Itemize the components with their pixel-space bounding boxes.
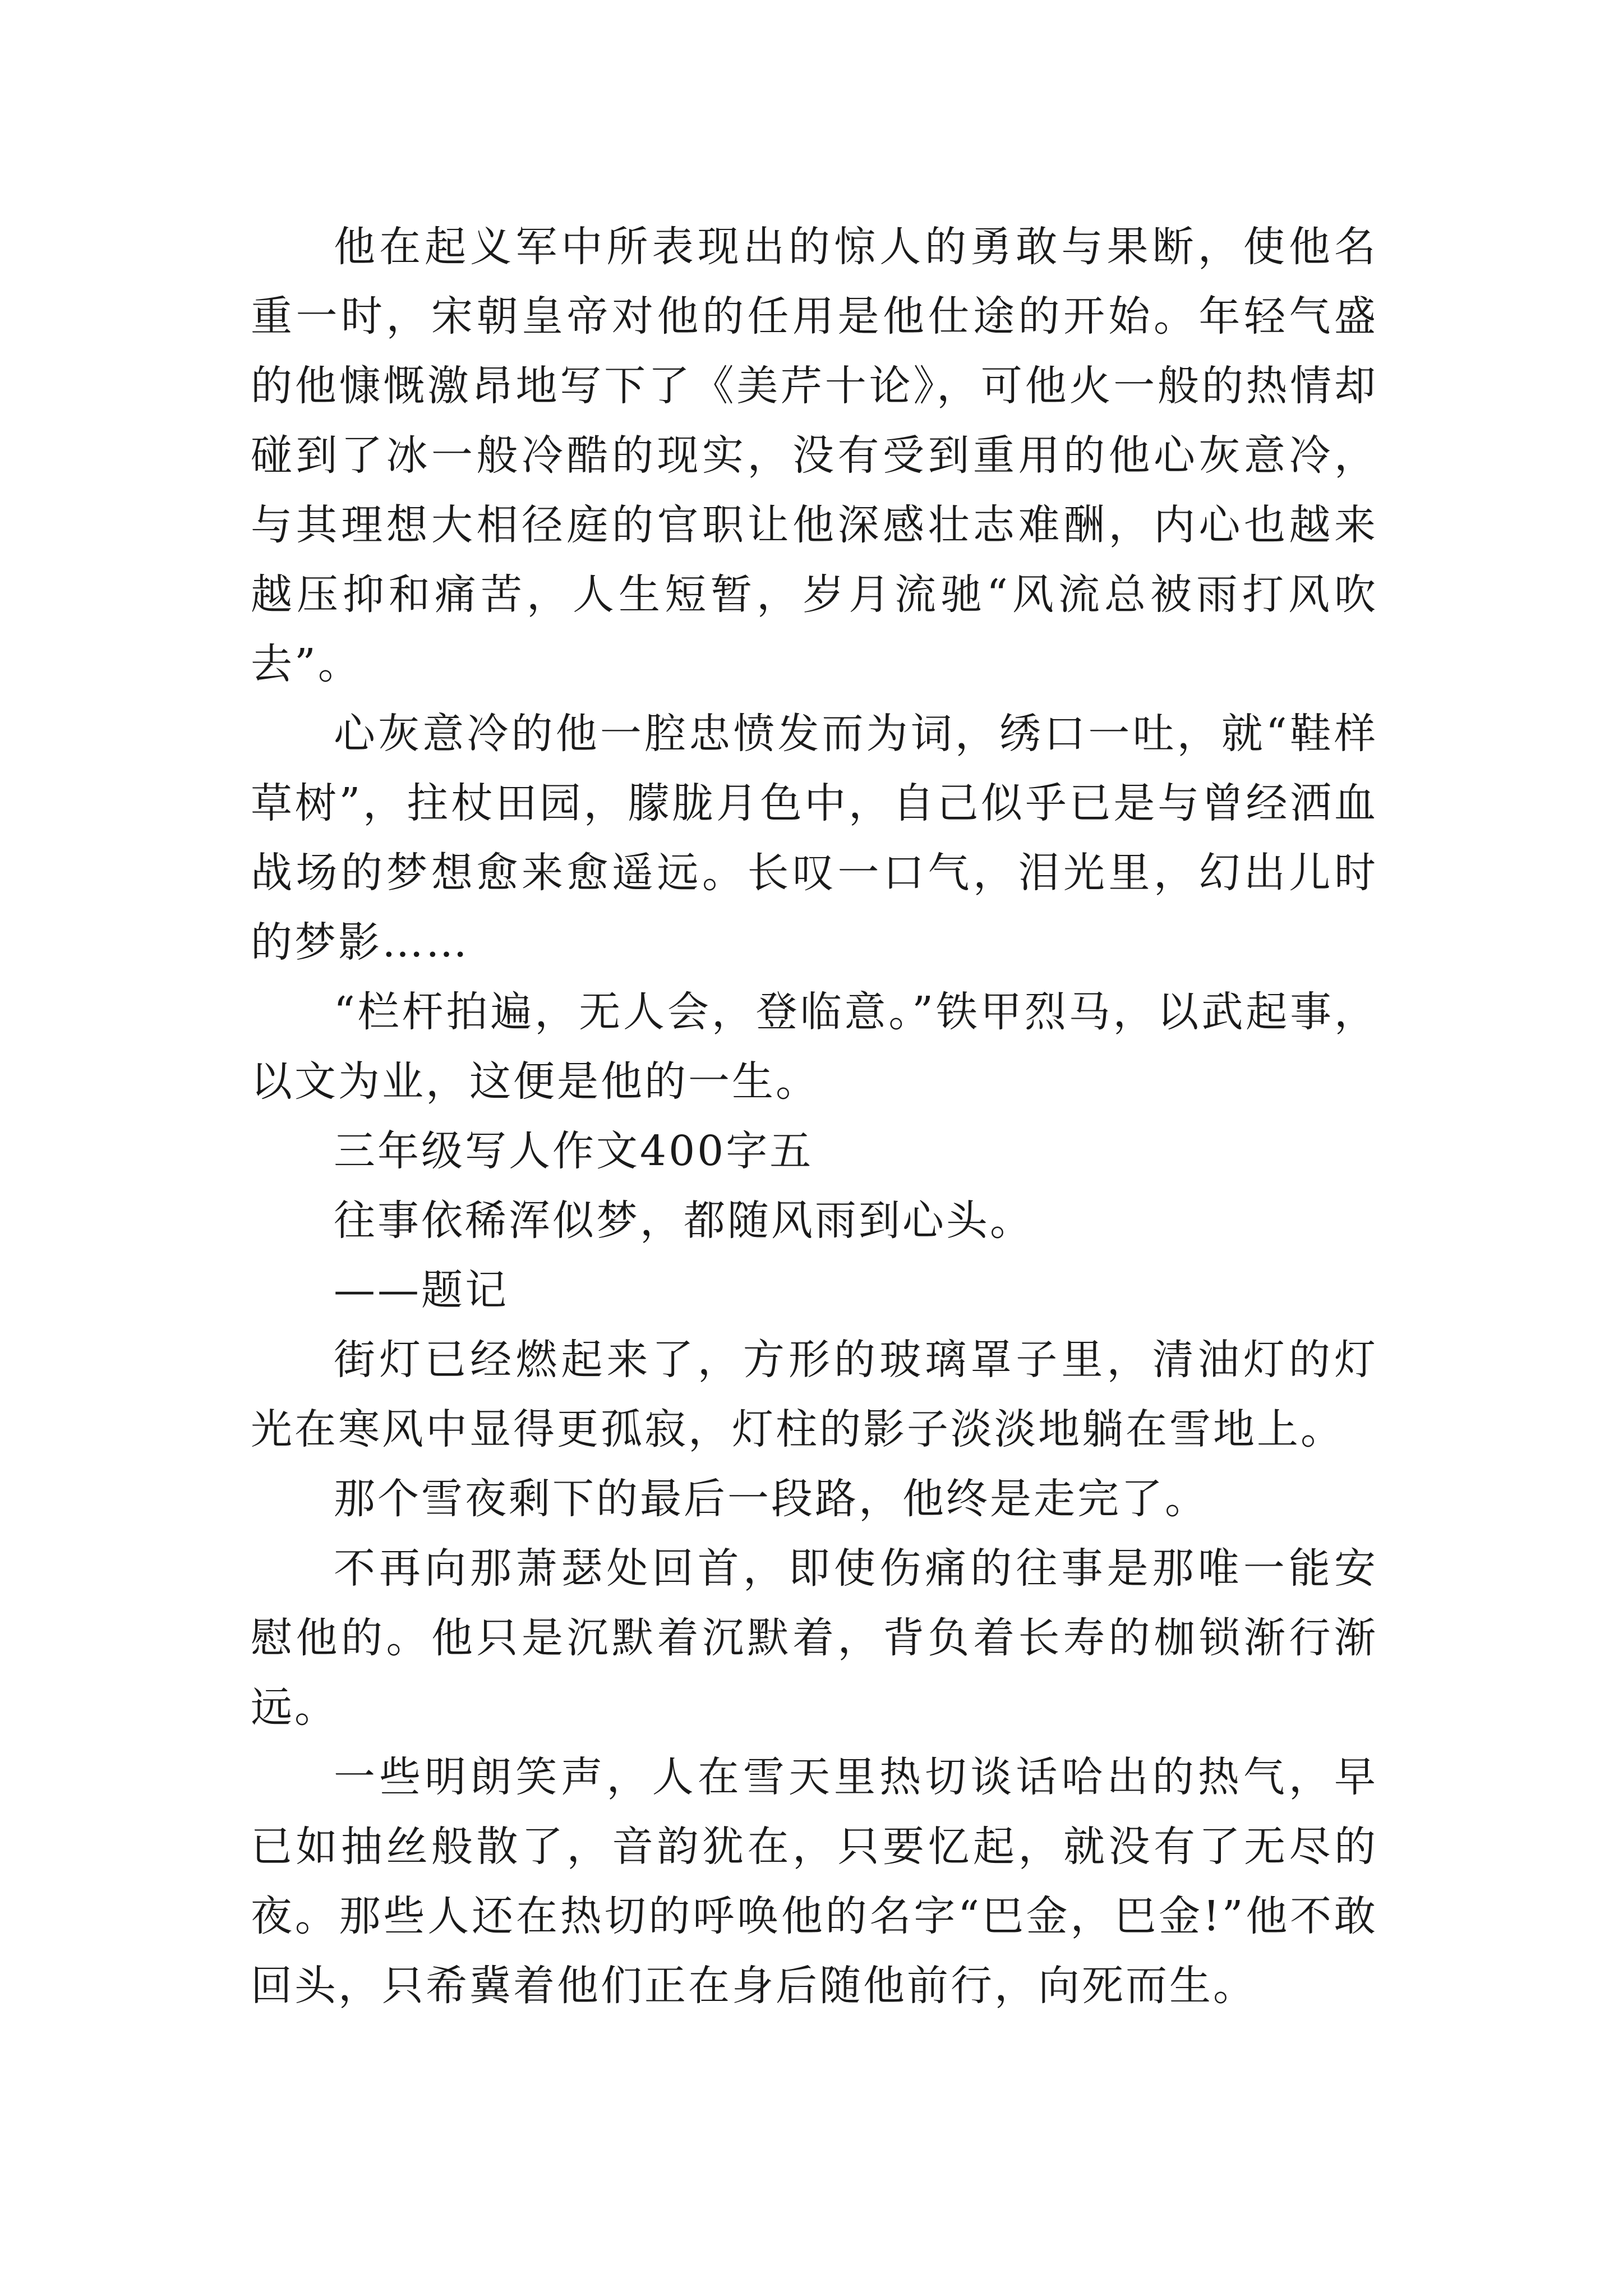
epigraph-attribution: ——题记	[334, 1266, 509, 1314]
body-text	[251, 212, 1378, 2021]
paragraph-7: 街灯已经燃起来了，方形的玻璃罩子里，清油灯的灯光在寒风中显得更孤寂，灯柱的影子淡淡地躺在雪地上。	[251, 1336, 1378, 1453]
paragraph-2: 心灰意冷的他一腔忠愤发而为词，绣口一吐，就“鞋样草树”，拄杖田园，朦胧月色中，自己似乎已是与曾经洒血战场的梦想愈来愈遥远。长叹一口气，泪光里，幻出儿时的梦影……	[251, 710, 1378, 967]
section-title: 三年级写人作文400字五	[334, 1127, 814, 1175]
epigraph: 往事依稀浑似梦，都随风雨到心头。	[334, 1197, 1034, 1245]
paragraph-10: 一些明朗笑声，人在雪天里热切谈话哈出的热气，早已如抽丝般散了，音韵犹在，只要忆起，就没有了无尽的夜。那些人还在热切的呼唤他的名字“巴金，巴金!”他不敢回头，只希冀着他们正在身后随他前行，向死而生。	[251, 1753, 1378, 2010]
paragraph-9: 不再向那萧瑟处回首，即使伤痛的往事是那唯一能安慰他的。他只是沉默着沉默着，背负着长寿的枷锁渐行渐远。	[251, 1544, 1378, 1732]
paragraph-3: “栏杆拍遍，无人会，登临意。”铁甲烈马，以武起事，以文为业，这便是他的一生。	[251, 988, 1378, 1106]
paragraph-8: 那个雪夜剩下的最后一段路，他终是走完了。	[334, 1475, 1209, 1523]
paragraph-1: 他在起义军中所表现出的惊人的勇敢与果断，使他名重一时，宋朝皇帝对他的任用是他仕途的开始。年轻气盛的他慷慨激昂地写下了《美芹十论》，可他火一般的热情却碰到了冰一般冷酷的现实，没有受到重用的他心灰意冷，与其理想大相径庭的官职让他深感壮志难酬，内心也越来越压抑和痛苦，人生短暂，岁月流驰“风流总被雨打风吹去”。	[251, 223, 1378, 688]
